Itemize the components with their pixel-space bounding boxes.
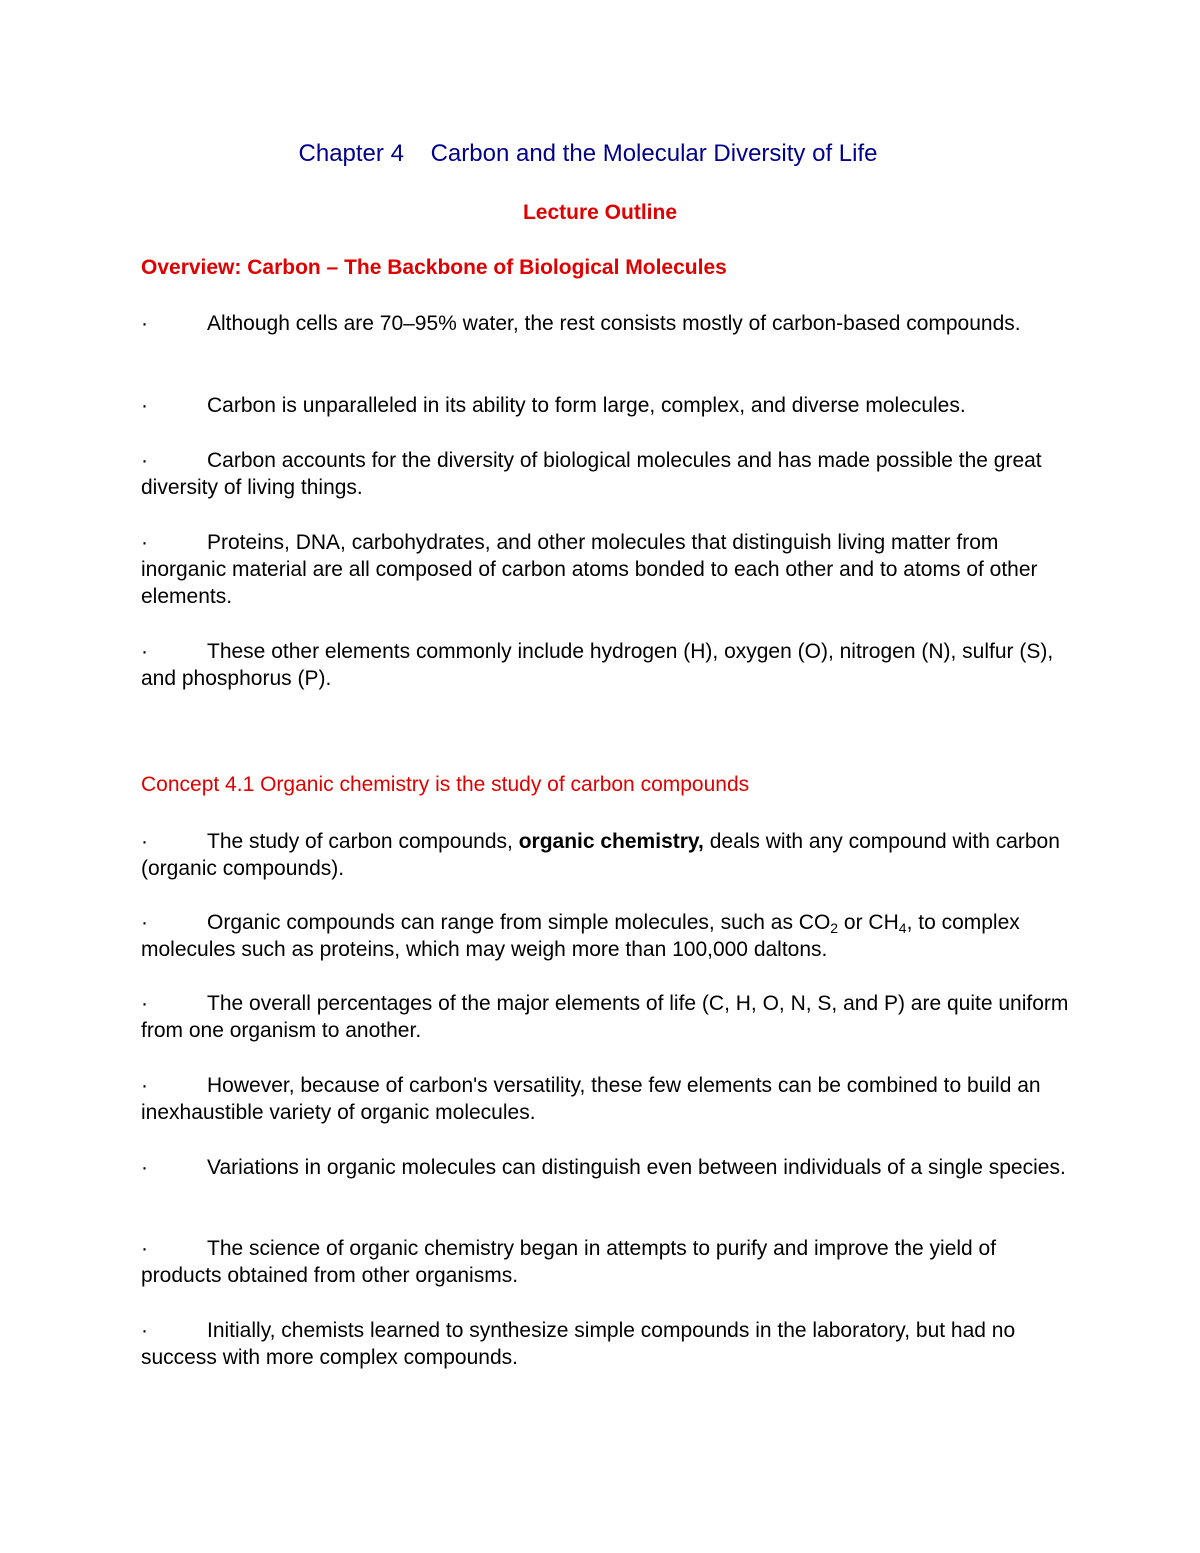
bullet-glyph: · — [141, 1074, 148, 1097]
list-item-text-before: Organic compounds can range from simple molecules, such as CO — [207, 911, 831, 934]
list-item — [141, 1235, 1071, 1289]
subscript: 2 — [830, 920, 839, 936]
list-item-text: Although cells are 70–95% water, the rest consists mostly of carbon-based compounds. — [207, 312, 1021, 335]
list-item-text: The science of organic chemistry began in attempts to purify and improve the yield of products obtained from other organisms. — [141, 1237, 997, 1287]
list-item-text: Carbon accounts for the diversity of biological molecules and has made possible the great diversity of living things. — [141, 449, 1042, 499]
list-item — [141, 529, 1071, 610]
list-item — [141, 828, 1071, 882]
list-item-text-after: , to complex molecules such as proteins, which may weigh more than 100,000 daltons. — [141, 911, 1020, 961]
bullet-glyph: · — [141, 911, 148, 934]
bullet-glyph: · — [141, 312, 148, 335]
list-item — [141, 638, 1071, 692]
list-item — [141, 310, 1071, 337]
bullet-glyph: · — [141, 1319, 148, 1342]
list-item — [141, 990, 1071, 1044]
list-item-text: Proteins, DNA, carbohydrates, and other molecules that distinguish living matter from inorganic material are all composed of carbon atoms bonded to each other and to atoms of other elements. — [141, 531, 1038, 608]
page-title: Chapter 4 Carbon and the Molecular Diversity of Life — [298, 140, 878, 167]
bullet-glyph: · — [141, 1156, 148, 1179]
list-item-text-after: deals with any compound with carbon (organic compounds). — [141, 830, 1060, 880]
list-item-text: Initially, chemists learned to synthesize simple compounds in the laboratory, but had no success with more complex compounds. — [141, 1319, 1016, 1369]
list-item — [141, 1154, 1071, 1181]
list-item-text: Carbon is unparalleled in its ability to form large, complex, and diverse molecules. — [207, 394, 966, 417]
subscript: 4 — [898, 920, 907, 936]
list-item — [141, 909, 1071, 963]
list-item — [141, 1317, 1071, 1371]
list-item-text: Variations in organic molecules can distinguish even between individuals of a single species. — [207, 1156, 1066, 1179]
bullet-glyph: · — [141, 394, 148, 417]
key-term: organic chemistry, — [518, 830, 704, 853]
list-item-text: However, because of carbon's versatility, these few elements can be combined to build an inexhaustible variety of organic molecules. — [141, 1074, 1041, 1124]
overview-heading: Overview: Carbon – The Backbone of Biological Molecules — [141, 256, 727, 279]
bullet-glyph: · — [141, 1237, 148, 1260]
list-item-text-before: The study of carbon compounds, — [207, 830, 519, 853]
bullet-glyph: · — [141, 531, 148, 554]
bullet-glyph: · — [141, 830, 148, 853]
page-subtitle: Lecture Outline — [522, 201, 678, 224]
list-item — [141, 392, 1071, 419]
bullet-glyph: · — [141, 992, 148, 1015]
list-item — [141, 1072, 1071, 1126]
list-item-text: These other elements commonly include hydrogen (H), oxygen (O), nitrogen (N), sulfur (S), and phosphorus (P). — [141, 640, 1054, 690]
bullet-glyph: · — [141, 640, 148, 663]
list-item-text-mid: or CH — [838, 911, 899, 934]
bullet-glyph: · — [141, 449, 148, 472]
list-item — [141, 447, 1071, 501]
concept-heading: Concept 4.1 Organic chemistry is the study of carbon compounds — [141, 773, 750, 796]
list-item-text: The overall percentages of the major elements of life (C, H, O, N, S, and P) are quite uniform from one organism to another. — [141, 992, 1069, 1042]
